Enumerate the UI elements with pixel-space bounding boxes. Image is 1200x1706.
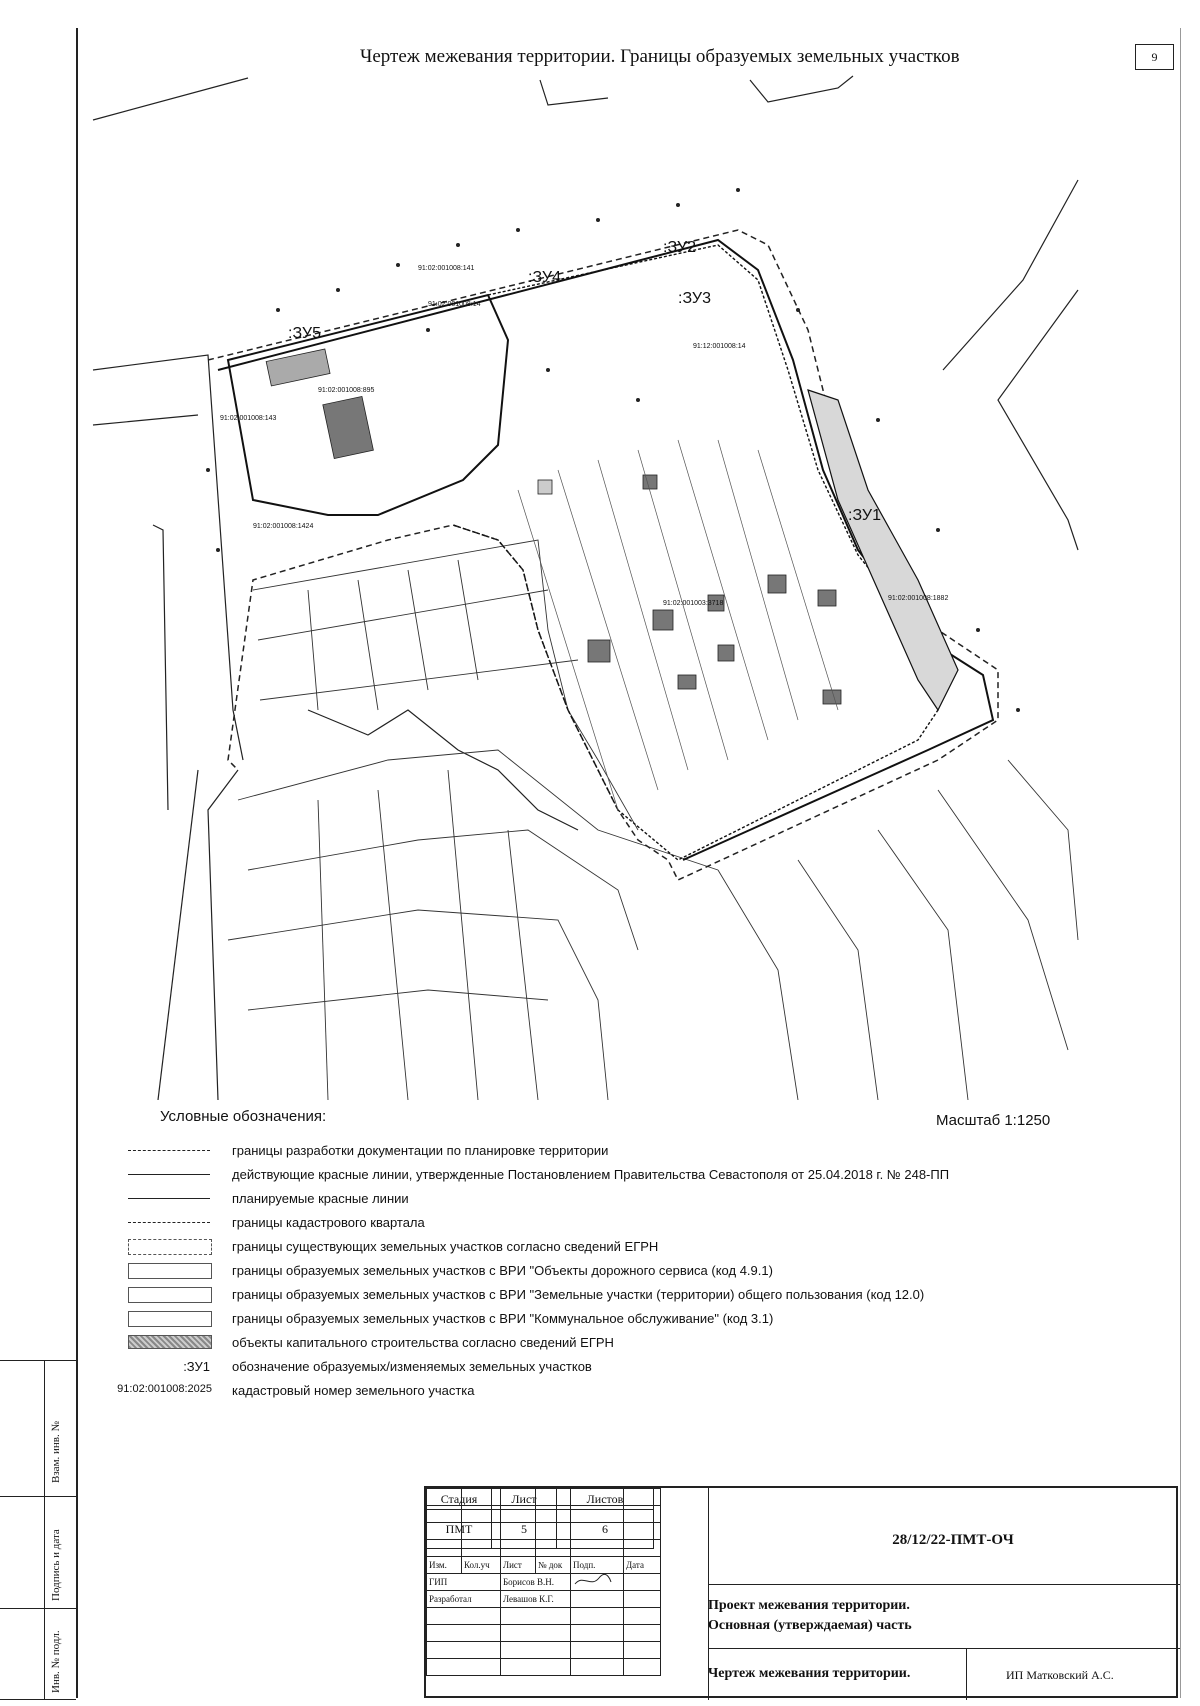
legend-item: границы образуемых земельных участков с ВРИ "Коммунальное обслуживание" (код 3.1) <box>100 1308 1170 1332</box>
side-stamp-sign-date: Подпись и дата <box>0 1496 76 1609</box>
legend-title: Условные обозначения: <box>160 1108 327 1125</box>
parcel-label-zu1: :ЗУ1 <box>848 507 881 524</box>
revision-table: Изм. Кол.уч Лист № док Подп. Дата ГИП Борисов В.Н. Разработал Левашов К.Г. <box>426 1488 661 1676</box>
legend-item: 91:02:001008:2025 кадастровый номер земельного участка <box>100 1380 1170 1404</box>
legend <box>100 1140 1170 1404</box>
legend-symbol-box <box>128 1239 212 1255</box>
legend-symbol-dashed-line <box>128 1150 210 1151</box>
scale-label: Масштаб 1:1250 <box>936 1112 1051 1129</box>
name-cell: Борисов В.Н. <box>501 1574 571 1591</box>
cadastral-label: 91:02:001003:3718 <box>663 600 724 607</box>
legend-item: объекты капитального строительства согласно сведений ЕГРН <box>100 1332 1170 1356</box>
parcel-label-zu4: :ЗУ4 <box>528 269 561 286</box>
cadastral-map <box>78 70 1168 1100</box>
title-block <box>424 1486 1178 1698</box>
legend-item: действующие красные линии, утвержденные Постановлением Правительства Севастополя от 25.04.2018 г. № 248-ПП <box>100 1164 1170 1188</box>
signature <box>571 1574 624 1591</box>
legend-item: :ЗУ1 обозначение образуемых/изменяемых земельных участков <box>100 1356 1170 1380</box>
legend-symbol-box <box>128 1263 212 1279</box>
legend-item: границы образуемых земельных участков с ВРИ "Объекты дорожного сервиса (код 4.9.1) <box>100 1260 1170 1284</box>
side-stamp-inv-podl: Инв. № подл. <box>0 1608 76 1700</box>
drawing-title: Чертеж межевания территории. Границы образуемых земельных участков <box>360 46 960 67</box>
legend-item: границы кадастрового квартала <box>100 1212 1170 1236</box>
cadastral-label: 91:02:001008:143 <box>220 415 277 422</box>
legend-symbol-cadastral-number: 91:02:001008:2025 <box>117 1383 212 1395</box>
legend-symbol-hatched-fill <box>128 1335 212 1349</box>
cadastral-label: 91:02:001008:895 <box>318 387 375 394</box>
parcel-label-zu5: :ЗУ5 <box>288 325 321 342</box>
cadastral-label: 91:02:001008:141 <box>418 265 475 272</box>
document-code: 28/12/22-ПМТ-ОЧ <box>892 1532 1014 1548</box>
legend-item: планируемые красные линии <box>100 1188 1170 1212</box>
parcel-label-zu3: :ЗУ3 <box>678 290 711 307</box>
legend-symbol-code: :ЗУ1 <box>183 1359 210 1374</box>
page-number: 9 <box>1135 44 1174 70</box>
cadastral-label: 91:02:001008:1882 <box>888 595 949 602</box>
legend-symbol-box <box>128 1287 212 1303</box>
stage-table: Стадия Лист Листов ПМТ 5 6 <box>426 1488 654 1549</box>
legend-symbol-dashed-line <box>128 1222 210 1223</box>
sheet-title: Чертеж межевания территории. <box>708 1666 911 1681</box>
role-cell: ГИП <box>427 1574 501 1591</box>
legend-symbol-solid-line <box>128 1174 210 1175</box>
project-title: Проект межевания территории. Основная (утверждаемая) часть <box>708 1598 912 1633</box>
organization: ИП Матковский А.С. <box>1006 1668 1114 1682</box>
side-stamp-inv-vzam: Взам. инв. № <box>0 1360 76 1497</box>
cadastral-label: 91:02:001008:14 <box>428 301 481 308</box>
legend-item: границы разработки документации по планировке территории <box>100 1140 1170 1164</box>
legend-symbol-solid-line <box>128 1198 210 1199</box>
cadastral-label: 91:02:001008:1424 <box>253 523 314 530</box>
parcel-label-zu2: :ЗУ2 <box>663 239 696 256</box>
legend-symbol-box <box>128 1311 212 1327</box>
legend-item: границы образуемых земельных участков с ВРИ "Земельные участки (территории) общего пользования (код 12.0) <box>100 1284 1170 1308</box>
legend-item: границы существующих земельных участков согласно сведений ЕГРН <box>100 1236 1170 1260</box>
cadastral-label: 91:12:001008:14 <box>693 343 746 350</box>
